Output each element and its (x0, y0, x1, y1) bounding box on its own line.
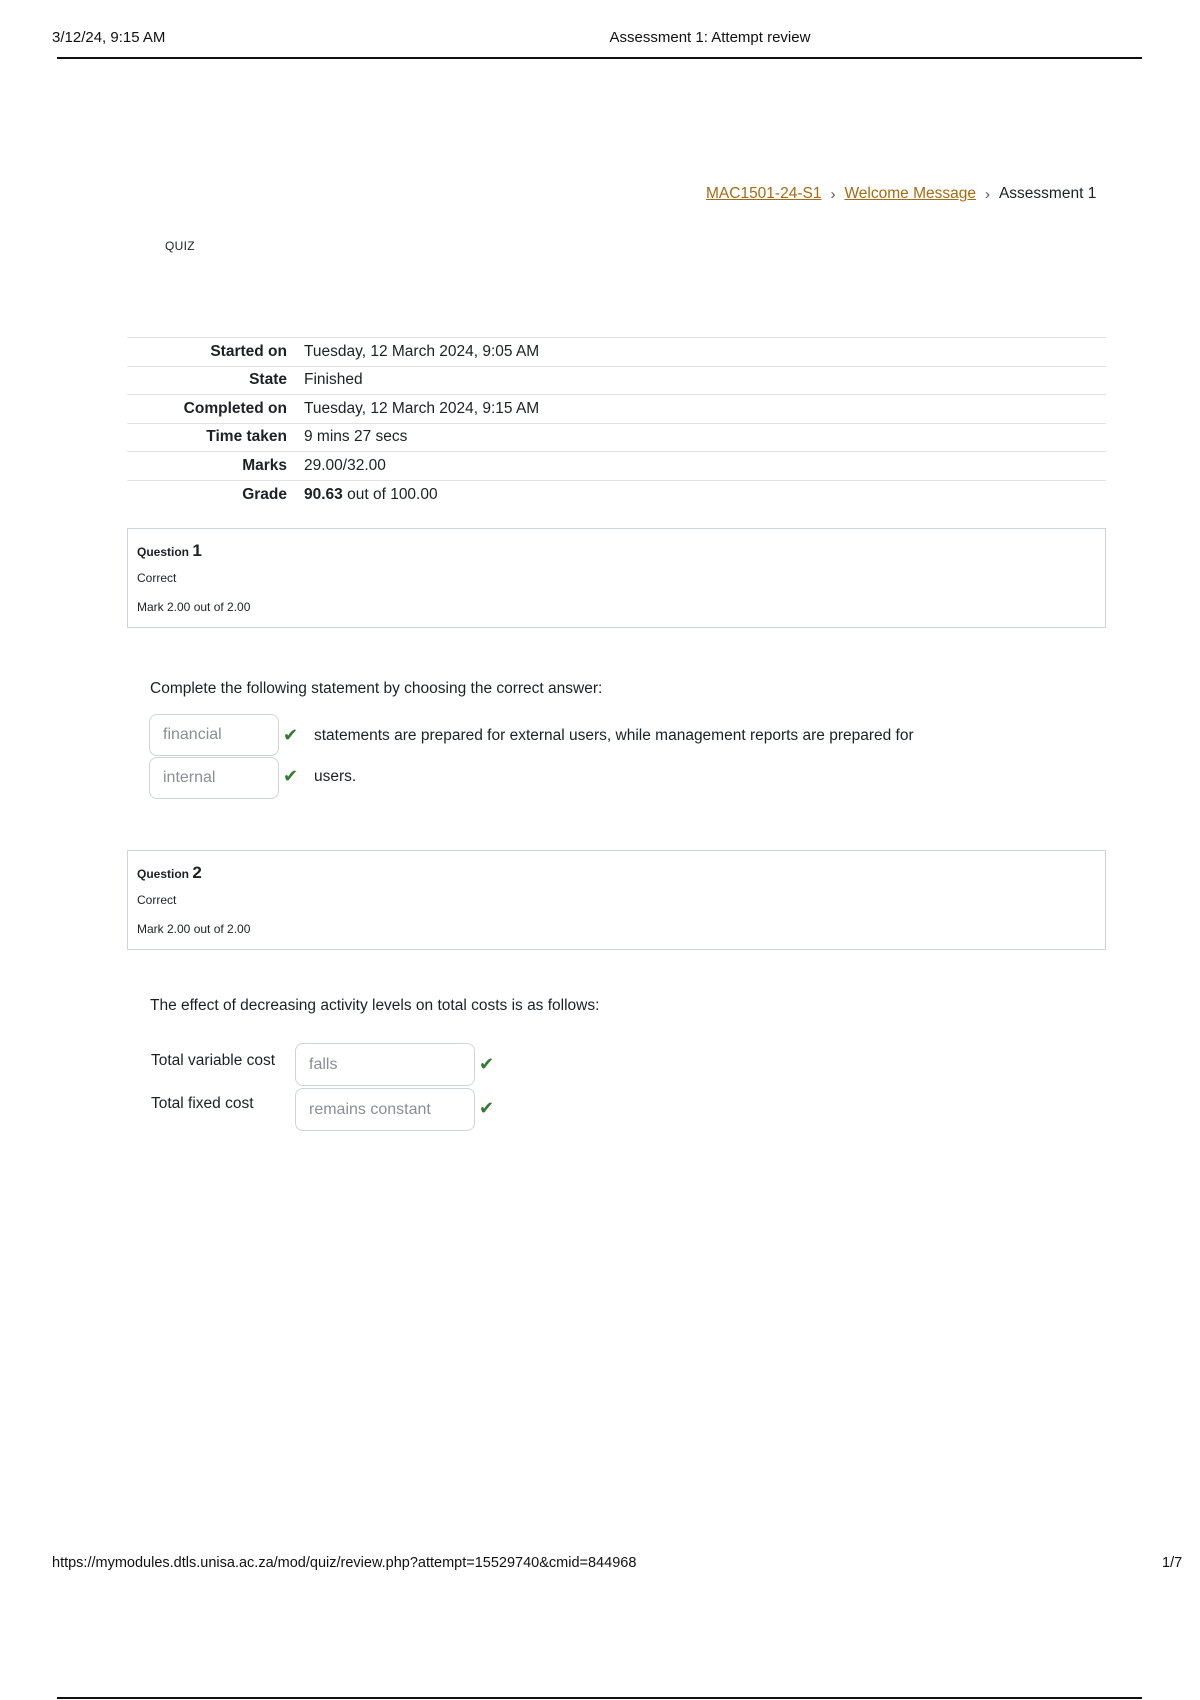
question-prefix: Question (137, 867, 190, 881)
breadcrumb-section-link[interactable]: Welcome Message (844, 185, 976, 202)
summary-row-state (127, 366, 1106, 395)
chevron-right-icon: › (984, 185, 990, 203)
summary-label: Marks (127, 452, 304, 481)
question-grade: Mark 2.00 out of 2.00 (137, 922, 251, 936)
question-state: Correct (137, 893, 177, 907)
answer-select-financial[interactable]: financial (149, 714, 279, 756)
summary-row-marks (127, 452, 1106, 481)
question-prefix: Question (137, 545, 190, 559)
summary-row-time-taken (127, 423, 1106, 452)
summary-label: State (127, 366, 304, 395)
check-icon: ✔ (283, 766, 299, 786)
summary-value: Finished (304, 366, 1106, 395)
grade-value: 90.63 (304, 485, 343, 503)
footer-divider (57, 1697, 1142, 1699)
match-row-label: Total variable cost (151, 1052, 276, 1069)
summary-value: Tuesday, 12 March 2024, 9:15 AM (304, 395, 1106, 424)
summary-value: 9 mins 27 secs (304, 423, 1106, 452)
question-grade: Mark 2.00 out of 2.00 (137, 600, 251, 614)
summary-label: Completed on (127, 395, 304, 424)
attempt-summary-table (127, 337, 1106, 509)
answer-select-internal[interactable]: internal (149, 757, 279, 799)
question-number (137, 863, 202, 883)
breadcrumb-current: Assessment 1 (998, 185, 1097, 202)
summary-row-started (127, 338, 1106, 367)
print-title: Assessment 1: Attempt review (609, 29, 811, 46)
print-page-number: 1/7 (1162, 1555, 1183, 1571)
breadcrumb-course-link[interactable]: MAC1501-24-S1 (706, 185, 822, 202)
summary-value: Tuesday, 12 March 2024, 9:05 AM (304, 338, 1106, 367)
question-state: Correct (137, 571, 177, 585)
answer-select-variable-cost[interactable]: falls (295, 1043, 475, 1086)
summary-label: Grade (127, 480, 304, 509)
grade-suffix: out of 100.00 (347, 485, 438, 503)
question-2-info (127, 850, 1106, 950)
print-url: https://mymodules.dtls.unisa.ac.za/mod/quiz/review.php?attempt=15529740&cmid=844968 (52, 1555, 637, 1571)
question-1-fragment: statements are prepared for external users, while management reports are prepared for (314, 727, 914, 744)
activity-type-label: QUIZ (165, 239, 195, 253)
summary-value: 29.00/32.00 (304, 452, 1106, 481)
summary-label: Started on (127, 338, 304, 367)
check-icon: ✔ (479, 1098, 495, 1118)
question-1-fragment: users. (314, 768, 357, 785)
question-number-value: 2 (192, 863, 202, 882)
summary-row-completed (127, 395, 1106, 424)
summary-value (304, 480, 1106, 509)
check-icon: ✔ (479, 1054, 495, 1074)
question-number (137, 541, 202, 561)
breadcrumb (706, 185, 1096, 203)
question-2-text: The effect of decreasing activity levels on total costs is as follows: (150, 997, 600, 1014)
question-1-info (127, 528, 1106, 628)
check-icon: ✔ (283, 725, 299, 745)
header-divider (57, 57, 1142, 59)
question-number-value: 1 (192, 541, 202, 560)
answer-select-fixed-cost[interactable]: remains constant (295, 1088, 475, 1131)
print-date: 3/12/24, 9:15 AM (52, 29, 166, 46)
summary-label: Time taken (127, 423, 304, 452)
chevron-right-icon: › (830, 185, 836, 203)
question-1-text: Complete the following statement by choosing the correct answer: (150, 680, 603, 697)
summary-row-grade (127, 480, 1106, 509)
match-row-label: Total fixed cost (151, 1095, 254, 1112)
